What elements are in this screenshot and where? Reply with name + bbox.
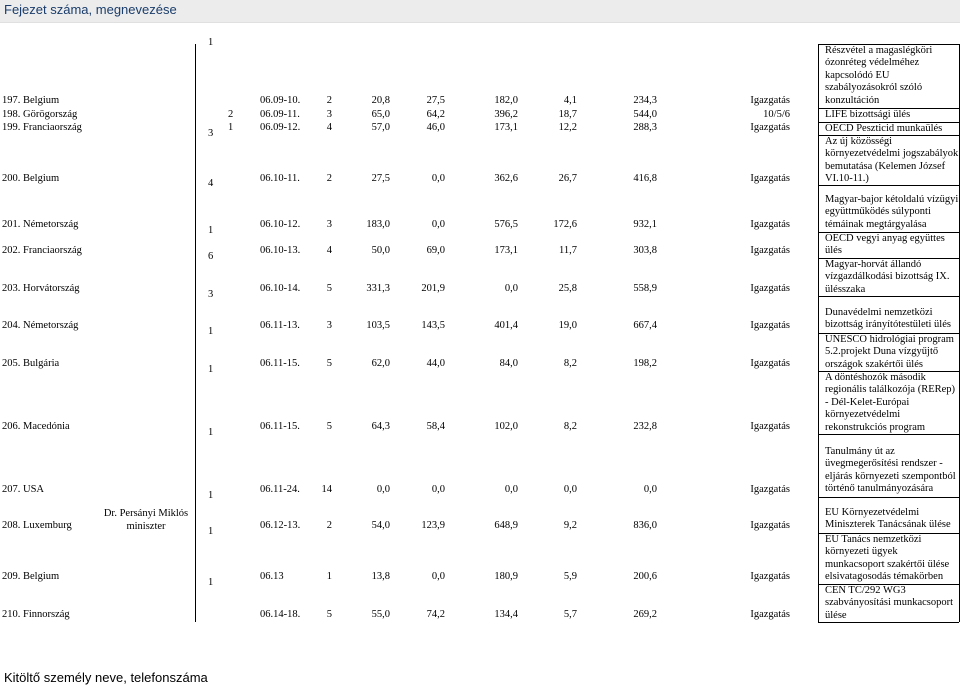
row-count-marker: 1 xyxy=(208,577,214,588)
cell-v4: 5,7 xyxy=(563,609,577,620)
cell-v2: 201,9 xyxy=(421,283,445,294)
cell-v1: 13,8 xyxy=(371,571,390,582)
cell-v3: 134,4 xyxy=(494,609,518,620)
page-title: Fejezet száma, megnevezése xyxy=(4,2,177,17)
cell-v3: 396,2 xyxy=(494,109,518,120)
cell-type: Igazgatás xyxy=(750,173,790,184)
cell-v5: 198,2 xyxy=(633,358,657,369)
cell-v1: 57,0 xyxy=(371,122,390,133)
cell-v3: 401,4 xyxy=(494,320,518,331)
cell-type: Igazgatás xyxy=(750,484,790,495)
cell-v5: 288,3 xyxy=(633,122,657,133)
cell-v1: 331,3 xyxy=(366,283,390,294)
cell-v4: 0,0 xyxy=(563,484,577,495)
cell-v1: 27,5 xyxy=(371,173,390,184)
row-count-marker: 1 xyxy=(208,364,214,375)
row-count-marker: 1 xyxy=(208,37,214,48)
cell-v4: 19,0 xyxy=(558,320,577,331)
cell-country: 200. Belgium xyxy=(2,173,60,184)
cell-v5: 232,8 xyxy=(633,421,657,432)
cell-v4: 11,7 xyxy=(559,245,577,256)
cell-date: 06.13 xyxy=(260,571,284,582)
cell-v1: 0,0 xyxy=(376,484,390,495)
cell-date: 06.12-13. xyxy=(260,520,301,531)
row-description: Tanulmány út az üvegmegerősítési rendszer - eljárás környezeti szempontból történő tanulmányozására xyxy=(825,446,956,495)
cell-v2: 143,5 xyxy=(421,320,445,331)
cell-n: 4 xyxy=(326,122,332,133)
cell-country: 198. Görögország xyxy=(2,109,78,120)
cell-type: Igazgatás xyxy=(750,520,790,531)
cell-type: Igazgatás xyxy=(750,421,790,432)
cell-v3: 173,1 xyxy=(494,122,518,133)
cell-country: 209. Belgium xyxy=(2,571,60,582)
cell-n: 2 xyxy=(326,95,332,106)
cell-country: 207. USA xyxy=(2,484,45,495)
cell-date: 06.10-12. xyxy=(260,219,301,230)
cell-v2: 0,0 xyxy=(431,484,445,495)
cell-v1: 62,0 xyxy=(371,358,390,369)
cell-n: 3 xyxy=(326,320,332,331)
cell-v5: 558,9 xyxy=(633,283,657,294)
cell-v2: 58,4 xyxy=(426,421,445,432)
cell-date: 06.10-13. xyxy=(260,245,301,256)
cell-type: 10/5/6 xyxy=(763,109,790,120)
cell-v5: 416,8 xyxy=(633,173,657,184)
cell-v5: 234,3 xyxy=(633,95,657,106)
cell-v5: 667,4 xyxy=(633,320,657,331)
row-count-marker: 2 xyxy=(228,109,234,120)
cell-country: 201. Németország xyxy=(2,219,79,230)
cell-v5: 0,0 xyxy=(643,484,657,495)
cell-v4: 12,2 xyxy=(558,122,577,133)
row-count-marker: 1 xyxy=(208,526,214,537)
cell-v5: 836,0 xyxy=(633,520,657,531)
cell-v1: 54,0 xyxy=(371,520,390,531)
row-description: EU Környezetvédelmi Miniszterek Tanácsának ülése xyxy=(825,507,951,531)
cell-date: 06.14-18. xyxy=(260,609,301,620)
cell-v3: 0,0 xyxy=(504,484,518,495)
cell-n: 3 xyxy=(326,109,332,120)
cell-v3: 576,5 xyxy=(494,219,518,230)
row-count-marker: 1 xyxy=(208,490,214,501)
cell-date: 06.09-11. xyxy=(260,109,300,120)
cell-date: 06.11-15. xyxy=(260,358,300,369)
cell-country: 199. Franciaország xyxy=(2,122,82,133)
cell-country: 205. Bulgária xyxy=(2,358,60,369)
cell-v4: 18,7 xyxy=(558,109,577,120)
cell-v2: 0,0 xyxy=(431,219,445,230)
cell-v2: 44,0 xyxy=(426,358,445,369)
row-description: CEN TC/292 WG3 szabványosítási munkacsoport ülése xyxy=(825,585,954,621)
cell-v4: 9,2 xyxy=(563,520,577,531)
cell-n: 2 xyxy=(326,173,332,184)
cell-v2: 46,0 xyxy=(426,122,445,133)
cell-v3: 362,6 xyxy=(494,173,518,184)
cell-date: 06.10-14. xyxy=(260,283,301,294)
cell-v3: 0,0 xyxy=(504,283,518,294)
cell-v2: 0,0 xyxy=(431,571,445,582)
row-description: OECD Peszticid munkaülés xyxy=(825,123,943,134)
cell-v3: 173,1 xyxy=(494,245,518,256)
cell-v5: 269,2 xyxy=(633,609,657,620)
cell-v3: 648,9 xyxy=(494,520,518,531)
row-count-marker: 3 xyxy=(208,128,214,139)
cell-country: 210. Finnország xyxy=(2,609,70,620)
cell-country: 206. Macedónia xyxy=(2,421,70,432)
person-name: Dr. Persányi Miklós xyxy=(103,508,189,519)
cell-v1: 103,5 xyxy=(366,320,390,331)
cell-n: 5 xyxy=(326,609,332,620)
cell-date: 06.10-11. xyxy=(260,173,300,184)
cell-v2: 0,0 xyxy=(431,173,445,184)
cell-n: 4 xyxy=(326,245,332,256)
cell-v3: 84,0 xyxy=(499,358,518,369)
row-count-marker: 1 xyxy=(228,122,234,133)
cell-v1: 65,0 xyxy=(371,109,390,120)
cell-v3: 102,0 xyxy=(494,421,518,432)
row-description: A döntéshozók második regionális találkozója (RERep) - Dél-Kelet-Európai környezetvédelmi rekonstrukciós program xyxy=(825,372,956,433)
cell-v2: 74,2 xyxy=(426,609,445,620)
row-count-marker: 3 xyxy=(208,289,214,300)
cell-type: Igazgatás xyxy=(750,283,790,294)
cell-type: Igazgatás xyxy=(750,609,790,620)
cell-type: Igazgatás xyxy=(750,320,790,331)
header-bar xyxy=(0,0,960,23)
row-divider xyxy=(818,434,959,435)
row-description: Dunavédelmi nemzetközi bizottság irányítótestületi ülés xyxy=(825,307,951,331)
cell-country: 208. Luxemburg xyxy=(2,520,72,531)
cell-type: Igazgatás xyxy=(750,95,790,106)
cell-v2: 69,0 xyxy=(426,245,445,256)
cell-country: 202. Franciaország xyxy=(2,245,82,256)
cell-date: 06.11-13. xyxy=(260,320,300,331)
cell-v2: 64,2 xyxy=(426,109,445,120)
row-divider xyxy=(818,497,959,498)
cell-v3: 182,0 xyxy=(494,95,518,106)
cell-v1: 64,3 xyxy=(371,421,390,432)
cell-v4: 8,2 xyxy=(563,421,577,432)
person-role: miniszter xyxy=(126,521,166,532)
row-description: Magyar-horvát állandó vízgazdálkodási bizottság IX. ülésszaka xyxy=(825,259,950,295)
cell-date: 06.11-24. xyxy=(260,484,300,495)
cell-type: Igazgatás xyxy=(750,219,790,230)
cell-v4: 25,8 xyxy=(558,283,577,294)
row-description: Részvétel a magaslégköri ózonréteg védelméhez kapcsolódó EU szabályozásokról szóló konzultáción xyxy=(825,45,933,106)
footer-label: Kitöltő személy neve, telefonszáma xyxy=(4,670,208,685)
cell-v1: 50,0 xyxy=(371,245,390,256)
cell-country: 203. Horvátország xyxy=(2,283,80,294)
cell-type: Igazgatás xyxy=(750,358,790,369)
cell-n: 5 xyxy=(326,283,332,294)
cell-v5: 200,6 xyxy=(633,571,657,582)
row-description: OECD vegyi anyag együttes ülés xyxy=(825,233,945,257)
cell-v2: 27,5 xyxy=(426,95,445,106)
cell-v1: 55,0 xyxy=(371,609,390,620)
cell-type: Igazgatás xyxy=(750,122,790,133)
cell-n: 2 xyxy=(326,520,332,531)
cell-date: 06.09-10. xyxy=(260,95,301,106)
cell-v4: 26,7 xyxy=(558,173,577,184)
cell-n: 14 xyxy=(321,484,332,495)
row-description: LIFE bizottsági ülés xyxy=(825,109,911,120)
table-border xyxy=(195,44,196,622)
cell-v5: 544,0 xyxy=(633,109,657,120)
row-count-marker: 1 xyxy=(208,326,214,337)
cell-n: 5 xyxy=(326,421,332,432)
row-count-marker: 6 xyxy=(208,251,214,262)
cell-v4: 5,9 xyxy=(563,571,577,582)
cell-n: 5 xyxy=(326,358,332,369)
cell-date: 06.11-15. xyxy=(260,421,300,432)
row-description: Az új közösségi környezetvédelmi jogszabályok bemutatása (Kelemen József VI.10-11.) xyxy=(825,136,959,185)
row-count-marker: 1 xyxy=(208,225,214,236)
row-description: UNESCO hidrológiai program 5.2.projekt Duna vízgyűjtő országok szakértői ülés xyxy=(825,334,954,370)
row-count-marker: 4 xyxy=(208,178,214,189)
cell-country: 204. Németország xyxy=(2,320,79,331)
cell-v5: 303,8 xyxy=(633,245,657,256)
cell-v4: 172,6 xyxy=(553,219,577,230)
cell-v2: 123,9 xyxy=(421,520,445,531)
cell-type: Igazgatás xyxy=(750,245,790,256)
cell-date: 06.09-12. xyxy=(260,122,301,133)
cell-country: 197. Belgium xyxy=(2,95,60,106)
cell-v5: 932,1 xyxy=(633,219,657,230)
cell-type: Igazgatás xyxy=(750,571,790,582)
cell-v1: 20,8 xyxy=(371,95,390,106)
cell-v3: 180,9 xyxy=(494,571,518,582)
cell-v1: 183,0 xyxy=(366,219,390,230)
row-description: EU Tanács nemzetközi környezeti ügyek munkacsoport szakértői ülése elsivatagosodás témakörben xyxy=(825,534,950,583)
row-count-marker: 1 xyxy=(208,427,214,438)
row-description: Magyar-bajor kétoldalú vízügyi együttműködés súlyponti témáinak megtárgyalása xyxy=(825,194,959,230)
cell-n: 1 xyxy=(326,571,332,582)
cell-n: 3 xyxy=(326,219,332,230)
cell-v4: 8,2 xyxy=(563,358,577,369)
cell-v4: 4,1 xyxy=(563,95,577,106)
